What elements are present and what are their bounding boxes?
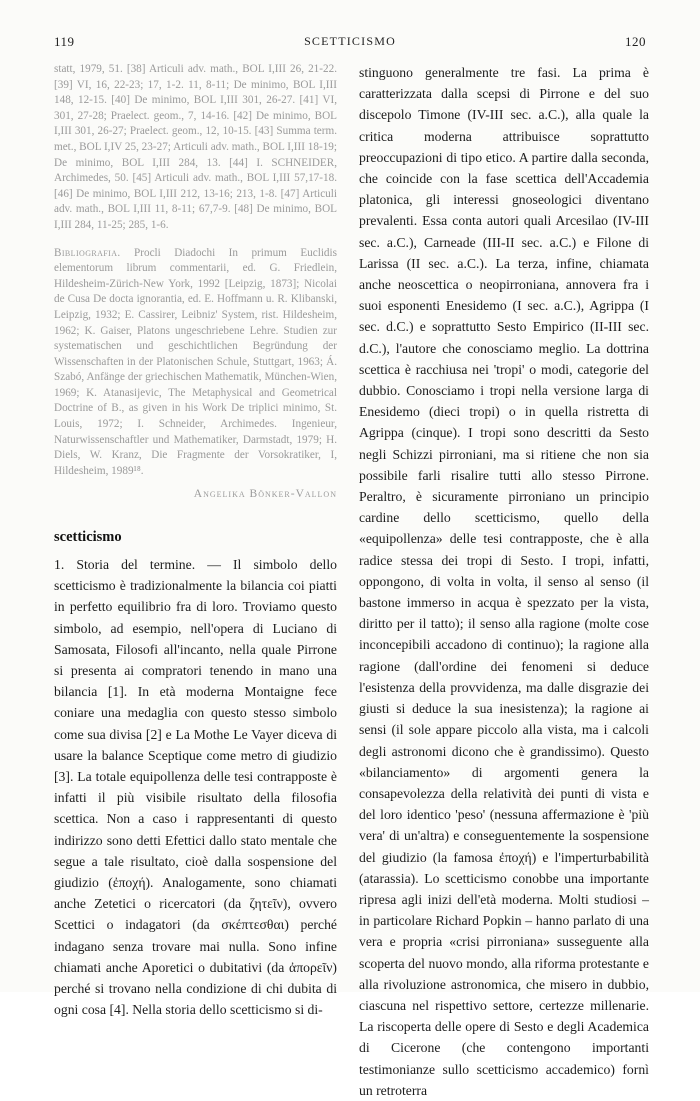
bibliography-text: Procli Diadochi In primum Euclidis elementorum librum commentarii, ed. G. Friedlein, Hildesheim-Zürich-New York, 1992 [Leipzig, 1873]; Nicolai de Cusa De docta ignorantia, ed. E. Hoffmann u. R. Klibanski, Leipzig, 1932; E. Cassirer, Leibniz' System, rist. Hildesheim, 1962; K. Gaiser, Platons ungeschriebene Lehre. Studien zur systematischen und geschichtlichen Begründung der Wissenschaften in der Platonischen Schule, Stuttgart, 1963; Á. Szabó, Anfänge der griechischen Mathematik, München-Wien, 1969; K. Atanasijevic, The Metaphysical and Geometrical Doctrine of B., as given in his Work De triplici minimo, St. Louis, 1972; I. Schneider, Archimedes. Ingenieur, Naturwissenschaftler und Mathematiker, Darmstadt, 1979; H. Diels, W. Kranz, Die Fragmente der Vorsokratiker, I, Hildesheim, 1989¹⁸. <box>54 246 337 477</box>
footnotes-text: statt, 1979, 51. [38] Articuli adv. math., BOL I,III 26, 21-22. [39] VI, 16, 22-23; 17, 1-2. 11, 8-11; De minimo, BOL I,III 148, 12-15. [40] De minimo, BOL I,III 301, 26-27. [41] VI, 301, 27-28; Praelect. geom., 7, 14-16. [42] De minimo, BOL I,III 301, 26-27; Praelect. geom., 12, 10-15. [43] Summa term. met., BOL I,IV 25, 23-27; Articuli adv. math., BOL I,III 18-19; De minimo, BOL I,III 284, 13. [44] I. SCHNEIDER, Archimedes, 50. [45] Articuli adv. math., BOL I,III 57,17-18. [46] De minimo, BOL I,III 212, 13-16; 213, 1-8. [47] Articuli adv. math., BOL I,III 11, 8-11; 67,7-9. [48] De minimo, BOL I,III 284, 11-25; 285, 1-6. <box>54 63 337 231</box>
page-header <box>54 34 646 52</box>
bibliography <box>54 246 337 480</box>
entry-title: scetticismo <box>54 529 122 546</box>
footnotes-block <box>54 62 337 503</box>
running-title: SCETTICISMO <box>304 34 396 48</box>
page-number-left: 119 <box>54 34 75 49</box>
bibliography-lead: Bibliografia. <box>54 246 121 259</box>
author-signature: Angelika Bönker-Vallon <box>193 488 337 501</box>
right-column <box>359 62 649 1101</box>
right-body-text: stinguono generalmente tre fasi. La prima è caratterizzata dalla scepsi di Pirrone e del suo discepolo Timone (IV-III sec. a.C.), alla quale la critica moderna attribuisce soprattutto preoccupazioni di tipo etico. A partire dalla seconda, che coincide con la fase scettica dell'Accademia platonica, gli interessi gnoseologici diventano prevalenti. Essa conta autori quali Arcesilao (IV-III sec. a.C.), Carneade (III-II sec. a.C.) e Filone di Larissa (II sec. a.C.). La terza, infine, chiamata anche neoscettica o neopirroniana, annovera fra i suoi esponenti Enesidemo (I sec. a.C.), Agrippa (I sec. d.C.) e soprattutto Sesto Empirico (II-III sec. d.C.), l'autore che conosciamo meglio. La dottrina scettica è racchiusa nei 'tropi' o modi, categorie del dubbio. Conosciamo i tropi nella versione larga di Enesidemo (dieci tropi) o in quella ristretta di Agrippa (cinque). I tropi sono descritti da Sesto negli Schizzi pirroniani, ma si ritiene che non sia possibile farli risalire tutti allo stesso Pirrone. Peraltro, è sicuramente pirroniano un principio cardine dello scetticismo, quello della «equipollenza» delle tesi contrapposte, che è alla radice stessa dei tropi di Sesto. I tropi, infatti, oppongono, di volta in volta, il senso al senso (il bastone immerso in acqua è spezzato per la vista, diritto per il tatto); il senso alla ragione (molte cose inconcepibili accadono di continuo); la ragione alla ragione (dall'ordine dei fenomeni si deduce l'esistenza della provvidenza, ma dalle disgrazie dei giusti si deduce la sua inesistenza); la ragione ai sensi (il sole appare piccolo alla vista, ma i calcoli degli astronomi dicono che è grandissimo). Questo «bilanciamento» di argomenti genera la consapevolezza della relatività dei punti di vista e del loro identico 'peso' (nessuna affermazione è 'più vera' di un'altra) e conseguentemente la sospensione del giudizio (la famosa ἐποχή) e l'imperturbabilità (atarassia). Lo scetticismo conobbe una importante ripresa agli inizi dell'età moderna. Molti studiosi – in particolare Richard Popkin – hanno parlato di una vera e propria «crisi pirroniana» susseguente alla scoperta del nuovo mondo, alla riforma protestante e alla rivoluzione astronomica, che misero in dubbio, ciascuna nel rispettivo settore, certezze millenarie. La riscoperta delle opere di Sesto e degli Academica di Cicerone (che contengono importanti testimonianze sullo scetticismo accademico) fornì un retroterra <box>359 65 649 1098</box>
page-number-right: 120 <box>625 34 646 49</box>
left-column <box>54 62 337 1021</box>
left-body-text: 1. Storia del termine. — Il simbolo dello scetticismo è tradizionalmente la bilancia coi piatti in perfetto equilibrio fra di loro. Troviamo questo simbolo, ad esempio, nell'opera di Luciano di Samosata, Filosofi all'incanto, nella quale Pirrone si presenta ai compratori tenendo in mano una bilancia [1]. In età moderna Montaigne fece coniare una medaglia con questo stesso simbolo come sua divisa [2] e La Mothe Le Vayer diceva di usare la balance Sceptique come metro di giudizio [3]. La totale equipollenza delle tesi contrapposte è infatti il più visibile risultato della filosofia scettica. Non a caso i rappresentanti di questo indirizzo sono detti Efettici dallo stato mentale che segue a tale risultato, cioè dalla sospensione del giudizio (ἐποχή). Analogamente, sono chiamati anche Zetetici o ricercatori (da ζητεῖν), ovvero Scettici o indagatori (da σκέπτεσθαι) perché indagano senza trovare mai nulla. Sono infine chiamati anche Aporetici o dubitativi (da ἀπορεῖν) perché si trovano nella condizione di chi dubita di ogni cosa [4]. Nella storia dello scetticismo si di- <box>54 557 337 1018</box>
